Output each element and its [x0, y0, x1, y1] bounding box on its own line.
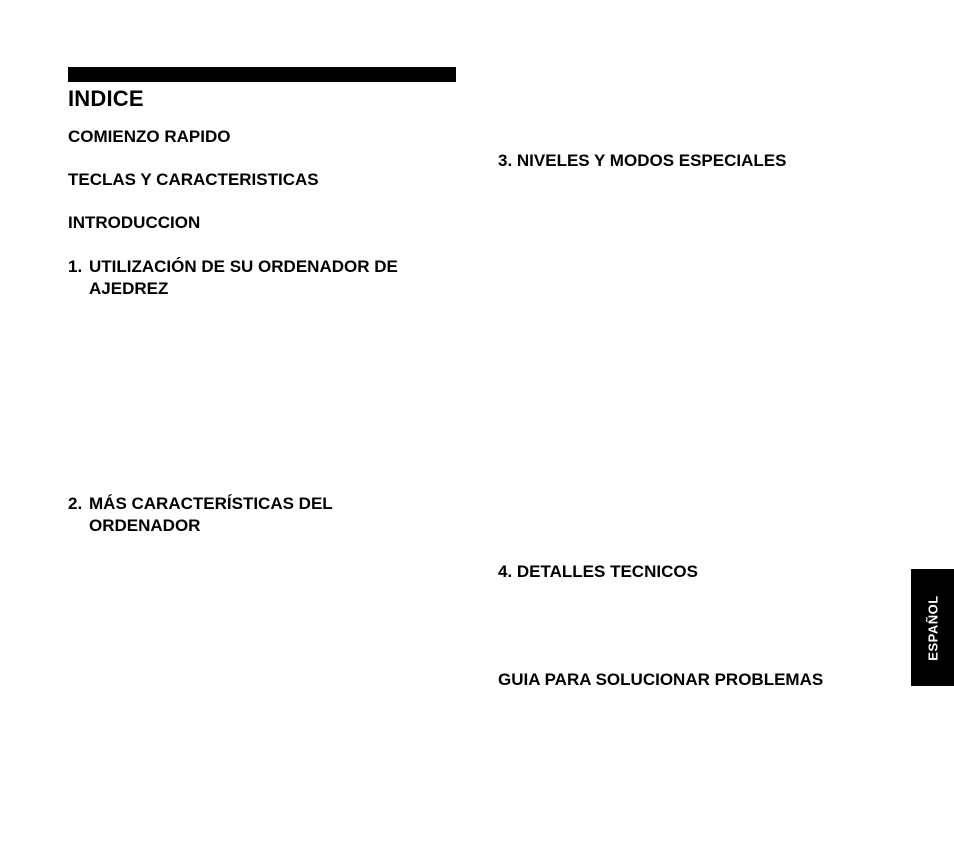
language-tab-label: ESPAÑOL: [925, 594, 940, 661]
section-2-title: [89, 493, 333, 537]
header-rule: [68, 67, 456, 82]
section-1-number: 1.: [68, 257, 83, 276]
section-1-title: [89, 256, 398, 300]
toc-entry-section-3: 3. NIVELES Y MODOS ESPECIALES: [498, 151, 787, 170]
section-2-number: 2.: [68, 494, 83, 513]
toc-entry-troubleshooting: GUIA PARA SOLUCIONAR PROBLEMAS: [498, 670, 824, 689]
toc-entry-quick-start: COMIENZO RAPIDO: [68, 127, 231, 146]
toc-entry-section-1: [68, 256, 398, 300]
toc-entry-section-2: [68, 493, 333, 537]
toc-entry-keys-features: TECLAS Y CARACTERISTICAS: [68, 170, 319, 189]
section-1-title-line1: UTILIZACIÓN DE SU ORDENADOR DE: [89, 257, 398, 276]
toc-entry-introduction: INTRODUCCION: [68, 213, 201, 232]
page-title: INDICE: [68, 86, 144, 111]
language-tab: [911, 569, 954, 686]
section-1-title-line2: AJEDREZ: [89, 279, 169, 298]
section-2-title-line1: MÁS CARACTERÍSTICAS DEL: [89, 494, 333, 513]
section-2-title-line2: ORDENADOR: [89, 516, 201, 535]
toc-entry-section-4: 4. DETALLES TECNICOS: [498, 562, 698, 581]
